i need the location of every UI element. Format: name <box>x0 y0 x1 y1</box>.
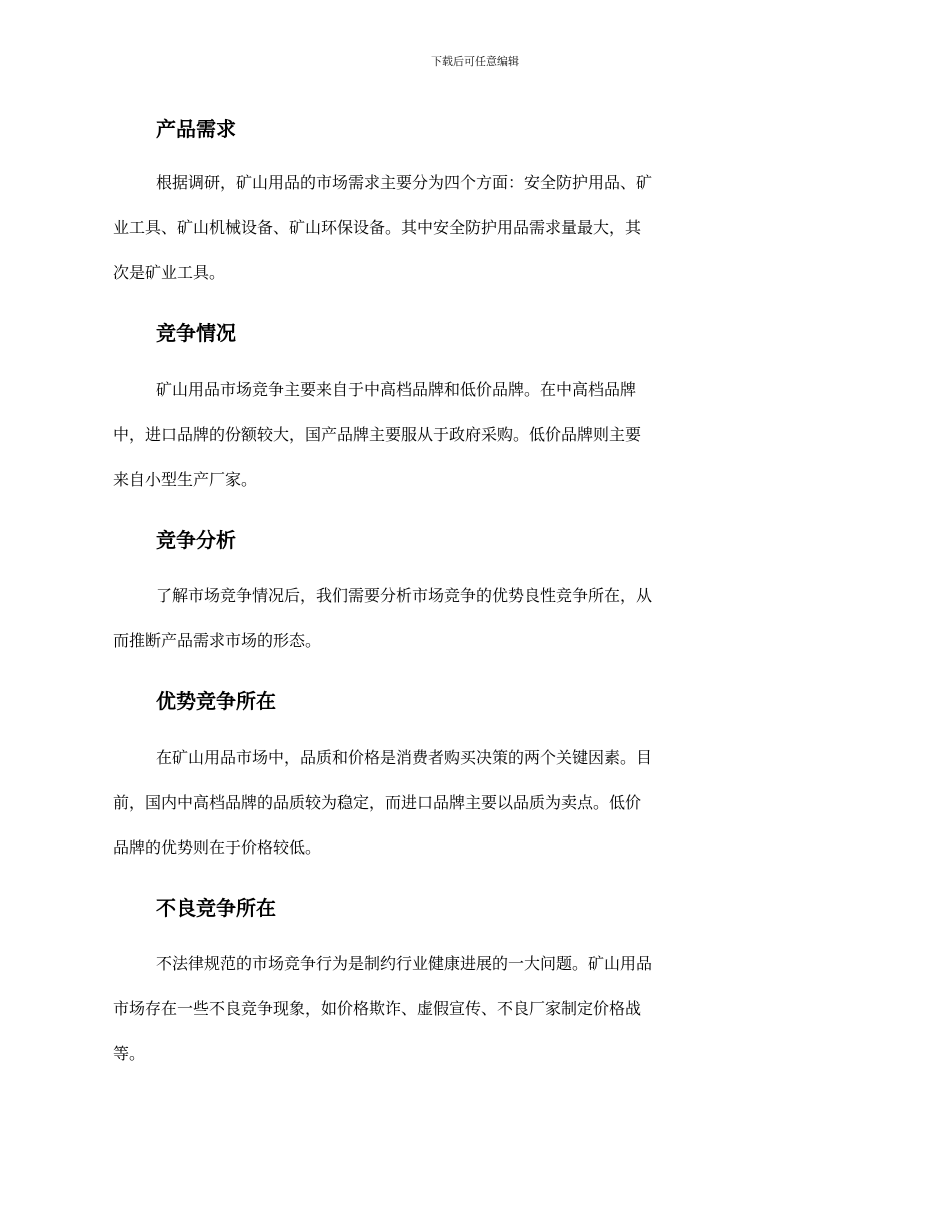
paragraph <box>113 745 835 880</box>
paragraph-line: 矿山用品市场竞争主要来自于中高档品牌和低价品牌。在中高档品牌 <box>156 380 637 399</box>
section-heading: 竞争分析 <box>156 528 236 552</box>
paragraph-line: 等。 <box>113 1044 146 1063</box>
header-note: 下载后可任意编辑 <box>431 55 519 68</box>
paragraph-line: 市场存在一些不良竞争现象，如价格欺诈、虚假宣传、不良厂家制定价格战 <box>113 999 642 1018</box>
paragraph-line: 而推断产品需求市场的形态。 <box>113 631 322 650</box>
section-unfair-competition <box>113 892 835 1086</box>
section-competition-status <box>113 317 835 512</box>
section-heading: 优势竞争所在 <box>156 689 276 713</box>
section-heading: 竞争情况 <box>156 321 236 345</box>
paragraph <box>113 170 835 305</box>
section-heading: 不良竞争所在 <box>156 896 276 920</box>
paragraph <box>113 951 835 1086</box>
paragraph-line: 了解市场竞争情况后，我们需要分析市场竞争的优势良性竞争所在，从 <box>156 586 653 605</box>
paragraph-line: 前，国内中高档品牌的品质较为稳定，而进口品牌主要以品质为卖点。低价 <box>113 793 642 812</box>
paragraph-line: 业工具、矿山机械设备、矿山环保设备。其中安全防护用品需求量最大，其 <box>113 218 642 237</box>
section-heading: 产品需求 <box>156 117 236 141</box>
paragraph <box>113 583 835 673</box>
paragraph-line: 不法律规范的市场竞争行为是制约行业健康进展的一大问题。矿山用品 <box>156 954 653 973</box>
paragraph-line: 中，进口品牌的份额较大，国产品牌主要服从于政府采购。低价品牌则主要 <box>113 425 642 444</box>
section-competition-analysis <box>113 524 835 673</box>
paragraph-line: 在矿山用品市场中，品质和价格是消费者购买决策的两个关键因素。目 <box>156 748 653 767</box>
paragraph-line: 根据调研，矿山用品的市场需求主要分为四个方面：安全防护用品、矿 <box>156 173 653 192</box>
section-product-demand <box>113 113 835 305</box>
paragraph-line: 次是矿业工具。 <box>113 263 226 282</box>
document-body <box>113 113 835 1086</box>
paragraph-line: 品牌的优势则在于价格较低。 <box>113 838 322 857</box>
paragraph <box>113 377 835 512</box>
section-competitive-advantage <box>113 685 835 880</box>
paragraph-line: 来自小型生产厂家。 <box>113 470 258 489</box>
